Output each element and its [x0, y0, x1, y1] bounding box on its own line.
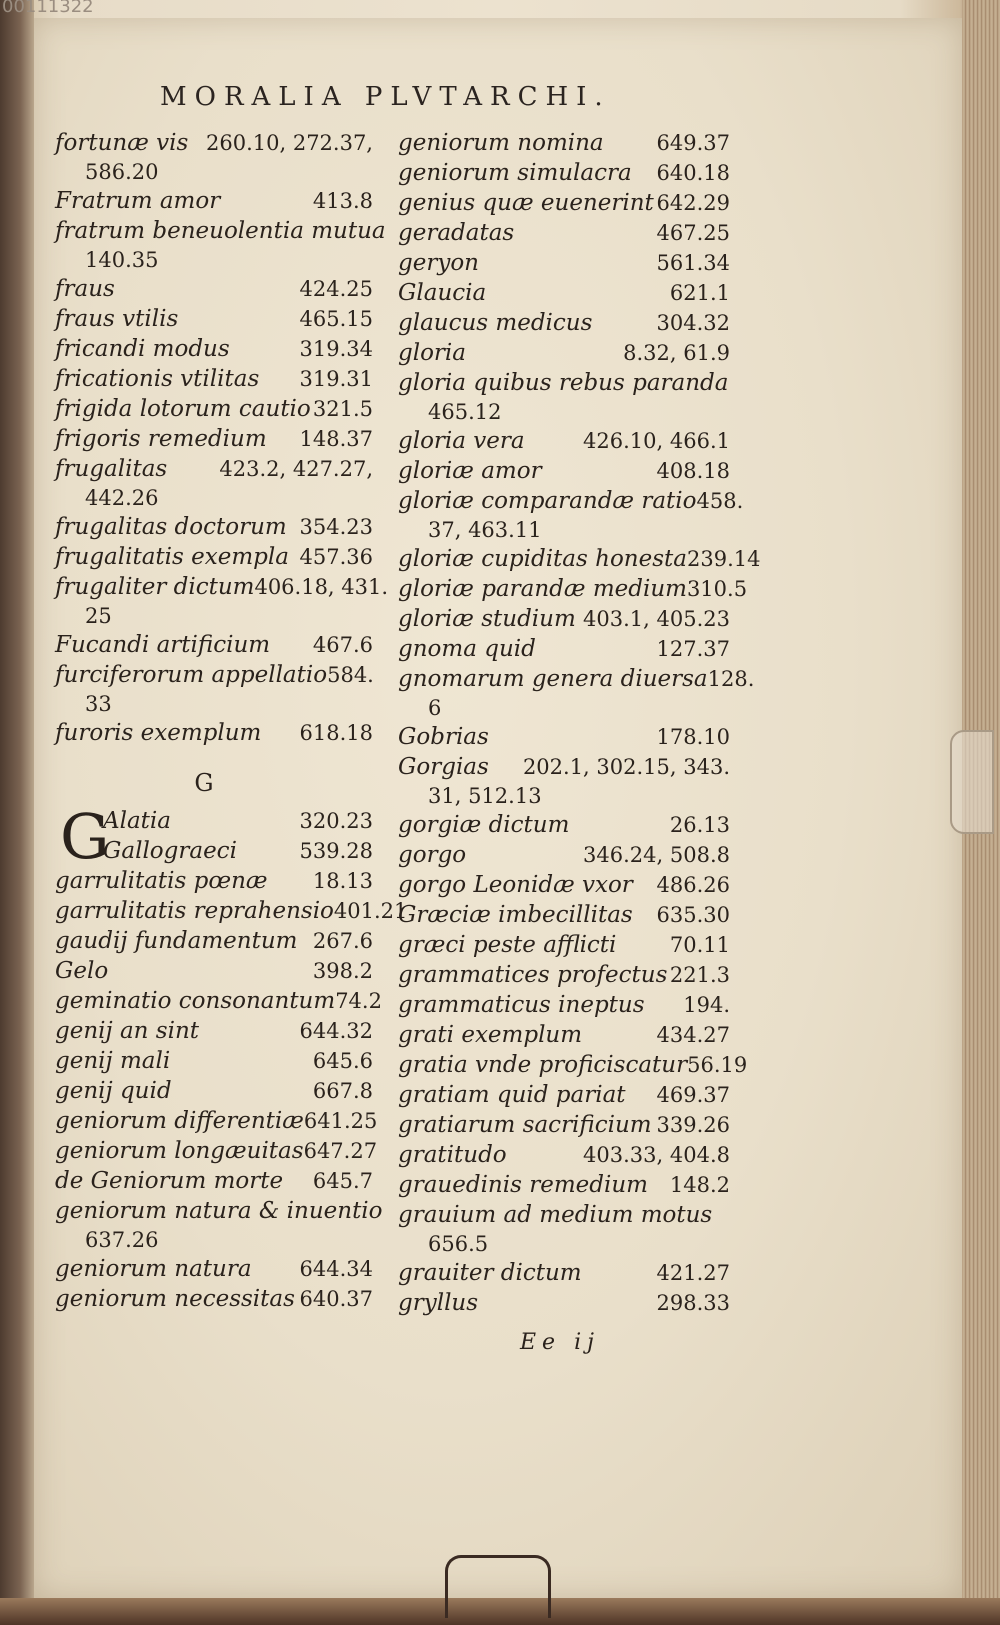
index-entry: [55, 128, 373, 158]
index-term: genius quæ euenerint: [398, 190, 654, 216]
page-reference: 406.18, 431.: [254, 575, 389, 599]
page-reference-continued: 637.26: [85, 1228, 159, 1252]
index-term: garrulitatis reprahensio: [55, 898, 334, 924]
page-reference: 403.33, 404.8: [583, 1143, 730, 1167]
page-reference: 649.37: [656, 131, 730, 155]
index-term: geniorum natura: [55, 1256, 252, 1282]
page-reference-continued: 6: [428, 696, 442, 720]
index-entry: [398, 990, 730, 1020]
index-entry: [398, 158, 730, 188]
page-reference-continued: 442.26: [85, 486, 159, 510]
page-reference: 319.34: [299, 337, 373, 361]
page-reference: 339.26: [656, 1113, 730, 1137]
index-group-right: [398, 128, 761, 1318]
page-reference: 421.27: [656, 1261, 730, 1285]
index-entry: [55, 364, 373, 394]
index-term: gloria vera: [398, 428, 525, 454]
index-entry: [55, 718, 373, 748]
index-entry: [398, 1258, 730, 1288]
index-entry: [55, 1076, 373, 1106]
page-reference: 398.2: [312, 959, 373, 983]
index-term: gloriæ cupiditas honesta: [398, 546, 687, 572]
index-term: gloriæ amor: [398, 458, 542, 484]
index-term: gloria: [398, 340, 466, 366]
index-term: gratiarum sacrificium: [398, 1112, 652, 1138]
page-reference: 304.32: [656, 311, 730, 335]
index-entry: [398, 604, 730, 634]
index-entry: [398, 368, 730, 398]
page-reference: 239.14: [686, 547, 761, 571]
page-reference: 321.5: [312, 397, 373, 421]
index-term: gaudij fundamentum: [55, 928, 298, 954]
page-reference: 148.2: [669, 1173, 730, 1197]
index-term: fraus: [55, 276, 115, 302]
page-reference: 423.2, 427.27,: [219, 457, 373, 481]
index-entry: [398, 486, 744, 516]
page-reference-continued: 31, 512.13: [428, 784, 542, 808]
index-term: gorgiæ dictum: [398, 812, 570, 838]
index-entry: [55, 512, 373, 542]
index-entry: [55, 454, 373, 484]
index-term: geminatio consonantum: [55, 988, 336, 1014]
index-term: geniorum natura & inuentio: [55, 1198, 383, 1224]
index-entry: [398, 128, 730, 158]
index-term: fortunæ vis: [55, 130, 189, 156]
index-entry: [398, 574, 748, 604]
index-entry: [398, 1200, 730, 1230]
index-entry: [55, 394, 373, 424]
index-entry: [55, 216, 386, 246]
index-term: gratitudo: [398, 1142, 507, 1168]
index-term: gryllus: [398, 1290, 479, 1316]
index-entry: [55, 304, 373, 334]
index-term: gnomarum genera diuersa: [398, 666, 708, 692]
page-reference-continued: 33: [85, 692, 112, 716]
index-term: Gobrias: [398, 724, 489, 750]
page-reference: 647.27: [303, 1139, 378, 1163]
running-head: MORALIA PLVTARCHI.: [160, 82, 611, 112]
page-reference-continued: 25: [85, 604, 112, 628]
index-term: geniorum nomina: [398, 130, 604, 156]
index-term: Gorgias: [398, 754, 489, 780]
index-entry: [55, 1254, 373, 1284]
page-reference: 621.1: [669, 281, 730, 305]
index-term: glaucus medicus: [398, 310, 593, 336]
page-reference: 645.6: [312, 1049, 373, 1073]
index-term: geryon: [398, 250, 479, 276]
index-entry: [55, 956, 373, 986]
page-reference: 8.32, 61.9: [623, 341, 730, 365]
index-term: geniorum simulacra: [398, 160, 632, 186]
index-entry: [55, 274, 373, 304]
page-reference: 641.25: [303, 1109, 378, 1133]
index-entry: [398, 278, 730, 308]
index-entry: [55, 1046, 373, 1076]
page-reference: 194.: [683, 993, 730, 1017]
page-reference: 74.2: [335, 989, 382, 1013]
index-entry: [398, 930, 730, 960]
page-reference: 408.18: [656, 459, 730, 483]
index-term: frugalitatis exempla: [55, 544, 289, 570]
page-reference: 221.3: [669, 963, 730, 987]
index-entry: [398, 840, 730, 870]
page-reference: 635.30: [656, 903, 730, 927]
index-entry: [398, 900, 730, 930]
index-entry: [398, 870, 730, 900]
index-entry: [398, 752, 730, 782]
page-reference: 346.24, 508.8: [583, 843, 730, 867]
dropcap-initial: G: [60, 800, 110, 873]
page-reference: 434.27: [656, 1023, 730, 1047]
page-reference: 148.37: [299, 427, 373, 451]
index-column-right: [398, 128, 761, 1318]
page-reference: 467.25: [656, 221, 730, 245]
index-term: gratiam quid pariat: [398, 1082, 626, 1108]
index-term: grammaticus ineptus: [398, 992, 645, 1018]
index-term: frigoris remedium: [55, 426, 267, 452]
page-reference: 618.18: [299, 721, 373, 745]
index-entry: [55, 334, 373, 364]
index-term: gloriæ parandæ medium: [398, 576, 687, 602]
page-reference: 56.19: [687, 1053, 748, 1077]
index-term: gratia vnde proficiscatur: [398, 1052, 688, 1078]
page-reference: 320.23: [299, 809, 373, 833]
index-entry: [398, 1050, 748, 1080]
index-entry: [398, 1110, 730, 1140]
index-term: grammatices profectus: [398, 962, 668, 988]
index-term: frigida lotorum cautio: [55, 396, 311, 422]
index-entry: [398, 248, 730, 278]
page-clip-right: [950, 730, 994, 834]
index-entry: [55, 630, 373, 660]
page-reference: 128.: [707, 667, 755, 691]
index-entry: [398, 308, 730, 338]
index-entry: [398, 456, 730, 486]
index-term: grauedinis remedium: [398, 1172, 648, 1198]
page-reference-continued: 37, 463.11: [428, 518, 542, 542]
index-group-g: [55, 836, 408, 1314]
page-reference: 457.36: [299, 545, 373, 569]
page-reference: 486.26: [656, 873, 730, 897]
page-reference: 319.31: [299, 367, 373, 391]
index-entry: [55, 1166, 373, 1196]
index-term: grauium ad medium motus: [398, 1202, 713, 1228]
index-term: gnoma quid: [398, 636, 536, 662]
index-term: geniorum longæuitas: [55, 1138, 304, 1164]
page-reference: 413.8: [312, 189, 373, 213]
index-entry: [398, 1020, 730, 1050]
index-term: garrulitatis pœnæ: [55, 868, 268, 894]
page-clip-bottom: [445, 1555, 551, 1618]
signature-mark: Ee ij: [520, 1330, 600, 1355]
corner-stamp: 00111322: [2, 0, 94, 17]
index-entry: [398, 664, 755, 694]
index-entry: [398, 1140, 730, 1170]
index-entry: [55, 1106, 378, 1136]
index-term: grauiter dictum: [398, 1260, 582, 1286]
index-entry: [55, 926, 373, 956]
index-term: frugaliter dictum: [55, 574, 255, 600]
page-reference: 640.37: [299, 1287, 373, 1311]
index-term: frugalitas: [55, 456, 168, 482]
page-reference: 645.7: [312, 1169, 373, 1193]
index-term: gorgo Leonidæ vxor: [398, 872, 633, 898]
index-term: Gallograeci: [103, 838, 237, 864]
page-reference: 310.5: [686, 577, 748, 601]
index-entry: [55, 186, 373, 216]
index-term: Glaucia: [398, 280, 487, 306]
index-term: Græciæ imbecillitas: [398, 902, 633, 928]
page-reference: 426.10, 466.1: [583, 429, 730, 453]
page-reference: 26.13: [669, 813, 730, 837]
index-term: Fucandi artificium: [55, 632, 271, 658]
index-entry: [398, 338, 730, 368]
index-term: de Geniorum morte: [55, 1168, 284, 1194]
index-entry: [398, 722, 730, 752]
page-reference-continued: 465.12: [428, 400, 502, 424]
page-reference: 561.34: [656, 251, 730, 275]
index-term: geniorum necessitas: [55, 1286, 295, 1312]
index-entry: [55, 896, 408, 926]
page-reference: 640.18: [656, 161, 730, 185]
page-reference: 644.34: [299, 1257, 373, 1281]
index-term: furoris exemplum: [55, 720, 262, 746]
index-term: fricationis vtilitas: [55, 366, 260, 392]
page-reference: 467.6: [312, 633, 373, 657]
index-entry: [55, 1196, 383, 1226]
page-reference: 298.33: [656, 1291, 730, 1315]
index-entry: [398, 544, 761, 574]
index-group-f: [55, 128, 389, 748]
page-reference-continued: 656.5: [428, 1232, 489, 1256]
index-term: genij an sint: [55, 1018, 199, 1044]
index-entry: [398, 634, 730, 664]
index-entry: [55, 1136, 378, 1166]
index-term: geniorum differentiæ: [55, 1108, 304, 1134]
index-term: gloriæ studium: [398, 606, 576, 632]
page-reference: 18.13: [312, 869, 373, 893]
page-reference: 178.10: [656, 725, 730, 749]
page-reference: 469.37: [656, 1083, 730, 1107]
page-reference: 127.37: [656, 637, 730, 661]
index-entry: [55, 660, 373, 690]
index-term: gorgo: [398, 842, 467, 868]
index-term: Alatia: [103, 808, 171, 834]
page-reference: 667.8: [312, 1079, 373, 1103]
index-term: geradatas: [398, 220, 515, 246]
index-column-left: [55, 128, 408, 1314]
index-entry: [398, 960, 730, 990]
page-reference: 584.: [327, 663, 374, 687]
index-entry: [398, 188, 730, 218]
page-reference: 260.10, 272.37,: [206, 131, 373, 155]
page-reference: 424.25: [299, 277, 373, 301]
page-reference: 539.28: [299, 839, 373, 863]
index-entry: [398, 1288, 730, 1318]
index-entry: [398, 1080, 730, 1110]
index-entry: [398, 426, 730, 456]
index-term: frugalitas doctorum: [55, 514, 287, 540]
page-reference: 458.: [696, 489, 744, 513]
page-reference: 465.15: [299, 307, 373, 331]
index-entry: [398, 1170, 730, 1200]
index-term: gloria quibus rebus paranda: [398, 370, 729, 396]
index-term: Fratrum amor: [55, 188, 221, 214]
index-term: fratrum beneuolentia mutua: [55, 218, 386, 244]
index-term: fraus vtilis: [55, 306, 179, 332]
index-term: grati exemplum: [398, 1022, 583, 1048]
index-term: Gelo: [55, 958, 109, 984]
page-reference-continued: 586.20: [85, 160, 159, 184]
page-reference-continued: 140.35: [85, 248, 159, 272]
page-reference: 267.6: [312, 929, 373, 953]
index-entry: [398, 810, 730, 840]
index-term: genij quid: [55, 1078, 172, 1104]
index-entry: [398, 218, 730, 248]
index-term: græci peste afflicti: [398, 932, 617, 958]
index-term: fricandi modus: [55, 336, 230, 362]
index-entry: [55, 1016, 373, 1046]
page-reference: 70.11: [669, 933, 730, 957]
index-entry: [55, 572, 389, 602]
page-reference: 403.1, 405.23: [583, 607, 730, 631]
index-entry: [55, 986, 382, 1016]
index-term: gloriæ comparandæ ratio: [398, 488, 697, 514]
index-term: furciferorum appellatio: [55, 662, 328, 688]
section-letter: G: [194, 769, 214, 797]
page-reference: 401.21: [333, 899, 408, 923]
index-entry: [55, 1284, 373, 1314]
page-reference: 644.32: [299, 1019, 373, 1043]
page-reference: 202.1, 302.15, 343.: [522, 755, 730, 779]
index-entry: [55, 424, 373, 454]
index-entry: [55, 542, 373, 572]
page-reference: 642.29: [656, 191, 730, 215]
page-reference: 354.23: [299, 515, 373, 539]
index-term: genij mali: [55, 1048, 171, 1074]
